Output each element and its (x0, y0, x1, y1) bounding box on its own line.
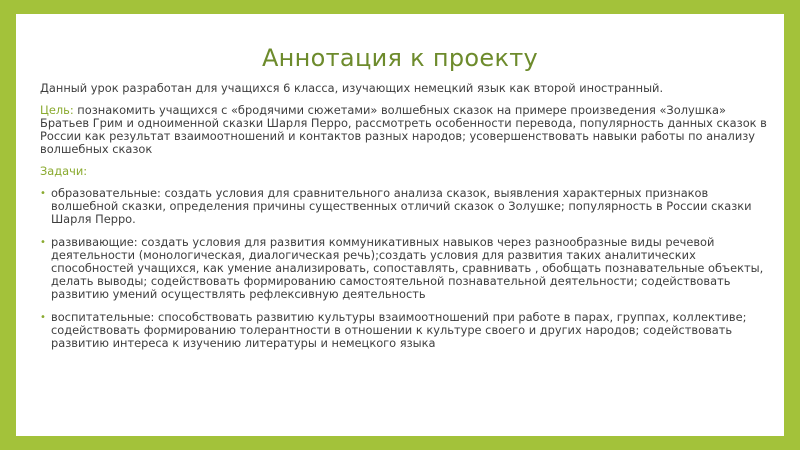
task-text: развивающие: создать условия для развития коммуникативных навыков через разнообразные виды речевой деятельности (монологическая, диалогическая речь);создать условия для развития таких аналитических способностей учащихся, как умение анализировать, сопоставлять, сравнивать , обобщать познавательные объекты, делать выводы; содействовать формированию самостоятельной познавательной деятельности; содействовать развитию умений осуществлять рефлексивную деятельность (51, 235, 764, 301)
slide-content (40, 82, 776, 360)
goal-paragraph (40, 104, 776, 156)
tasks-label: Задачи: (40, 164, 88, 178)
slide-title: Аннотация к проекту (261, 44, 539, 72)
task-item-developmental (40, 236, 776, 301)
intro-text: Данный урок разработан для учащихся 6 класса, изучающих немецкий язык как второй иностранный. (40, 81, 664, 95)
task-text: образовательные: создать условия для сравнительного анализа сказок, выявления характерных признаков волшебной сказки, определения причины существенных отличий сказок о Золушке; популярность в России сказки Шарля Перро. (51, 186, 752, 226)
goal-text: познакомить учащихся с «бродячими сюжетами» волшебных сказок на примере произведения «Золушка» Братьев Грим и одноименной сказки Шарля Перро, рассмотреть особенности перевода, популярность данных сказок в России как результат взаимоотношений и контактов разных народов; усовершенствовать навыки работы по анализу волшебных сказок (40, 103, 767, 156)
task-text: воспитательные: способствовать развитию культуры взаимоотношений при работе в парах, группах, коллективе; содействовать формированию толерантности в отношении к культуре своего и других народов; содействовать развитию интереса к изучению литературы и немецкого языка (51, 310, 747, 350)
bullet-icon: • (40, 237, 46, 248)
task-item-upbringing (40, 311, 776, 350)
slide (16, 14, 784, 436)
bullet-icon: • (40, 188, 46, 199)
goal-label: Цель: (40, 103, 74, 117)
bullet-icon: • (40, 312, 46, 323)
task-item-educational (40, 187, 776, 226)
